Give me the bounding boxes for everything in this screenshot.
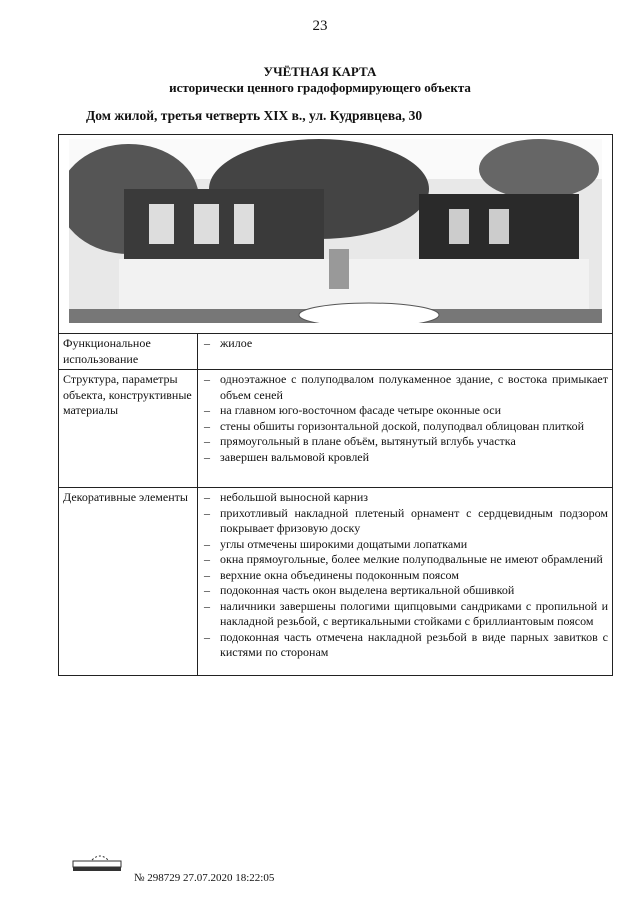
table-row — [59, 488, 613, 676]
object-heading: Дом жилой, третья четверть XIX в., ул. Кудрявцева, 30 — [86, 108, 423, 123]
card-title: УЧЁТНАЯ КАРТА — [263, 64, 377, 79]
list-item: – подоконная часть окон выделена вертикальной обшивкой — [202, 583, 608, 599]
row-label: Декоративные элементы — [59, 488, 198, 676]
list-item: – окна прямоугольные, более мелкие полуподвальные не имеют обрамлений — [202, 552, 608, 568]
row-label: Структура, параметры объекта, конструктивные материалы — [59, 370, 198, 488]
list-item: – углы отмечены широкими дощатыми лопатками — [202, 537, 608, 553]
table-row — [59, 370, 613, 488]
object-card-table — [58, 134, 613, 676]
list-item: – верхние окна объединены подоконным поясом — [202, 568, 608, 584]
card-subtitle: исторически ценного градоформирующего объекта — [169, 80, 471, 95]
list-item: – завершен вальмовой кровлей — [202, 450, 608, 466]
list-item: – жилое — [202, 336, 608, 352]
list-item: – стены обшиты горизонтальной доской, полуподвал облицован плиткой — [202, 419, 608, 435]
list-item: – на главном юго-восточном фасаде четыре оконные оси — [202, 403, 608, 419]
photo-cell — [59, 135, 613, 334]
list-item: – прямоугольный в плане объём, вытянутый вглубь участка — [202, 434, 608, 450]
list-item: – одноэтажное с полуподвалом полукаменное здание, с востока примыкает объем сеней — [202, 372, 608, 403]
list-item: – небольшой выносной карниз — [202, 490, 608, 506]
table-row — [59, 334, 613, 370]
building-photo — [69, 139, 602, 323]
row-label: Функциональное использование — [59, 334, 198, 370]
page-number: 23 — [312, 18, 328, 34]
list-item: – прихотливый накладной плетеный орнамент с сердцевидным подзором покрывает фризовую доску — [202, 506, 608, 537]
registration-footer: № 298729 27.07.2020 18:22:05 — [134, 872, 275, 884]
registration-stamp-icon — [72, 852, 130, 874]
list-item: – наличники завершены пологими щипцовыми сандриками с пропильной и накладной резьбой, с вертикальными стойками с бриллиантовым поясом — [202, 599, 608, 630]
list-item: – подоконная часть отмечена накладной резьбой в виде парных завитков с кистями по сторонам — [202, 630, 608, 661]
